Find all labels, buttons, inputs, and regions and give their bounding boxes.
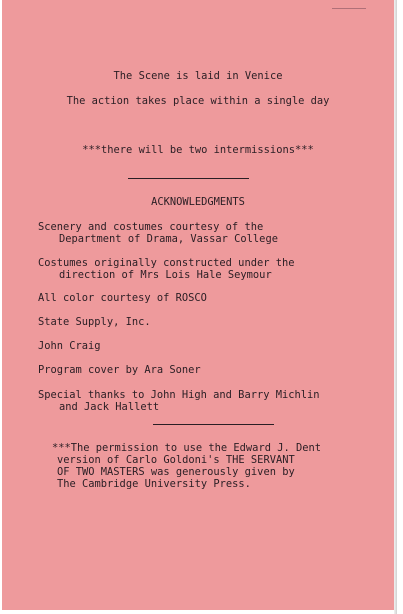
acknowledgment-line: State Supply, Inc. (38, 316, 151, 328)
scene-time-text: The action takes place within a single day (66, 95, 330, 107)
program-page (2, 0, 394, 610)
acknowledgment-item (38, 257, 294, 281)
acknowledgment-item (38, 292, 207, 304)
divider-bottom (153, 424, 274, 425)
permission-line: The Cambridge University Press. (57, 478, 251, 490)
acknowledgment-line: Scenery and costumes courtesy of the (38, 221, 264, 233)
permission-line: version of Carlo Goldoni's THE SERVANT (57, 454, 295, 466)
acknowledgment-item (38, 389, 320, 413)
permission-line: OF TWO MASTERS was generously given by (57, 466, 295, 478)
acknowledgment-line: Special thanks to John High and Barry Michlin (38, 389, 320, 401)
acknowledgment-line: direction of Mrs Lois Hale Seymour (59, 269, 272, 281)
divider-top (128, 178, 249, 179)
scene-setting-text: The Scene is laid in Venice (113, 70, 283, 82)
permission-line: ***The permission to use the Edward J. Dent (52, 442, 321, 454)
acknowledgment-item (38, 316, 151, 328)
acknowledgment-line: John Craig (38, 340, 101, 352)
acknowledgment-line: Program cover by Ara Soner (38, 364, 201, 376)
acknowledgment-line: Department of Drama, Vassar College (59, 233, 278, 245)
acknowledgment-line: All color courtesy of ROSCO (38, 292, 207, 304)
acknowledgment-item (38, 340, 101, 352)
paper-mark (332, 8, 366, 9)
acknowledgment-line: and Jack Hallett (59, 401, 160, 413)
acknowledgment-item (38, 221, 278, 245)
permission-note (52, 442, 321, 490)
intermissions-note: ***there will be two intermissions*** (82, 144, 314, 156)
acknowledgment-item (38, 364, 201, 376)
acknowledgments-heading: ACKNOWLEDGMENTS (151, 196, 245, 208)
page-edge-shadow (394, 0, 397, 614)
acknowledgment-line: Costumes originally constructed under the (38, 257, 295, 269)
